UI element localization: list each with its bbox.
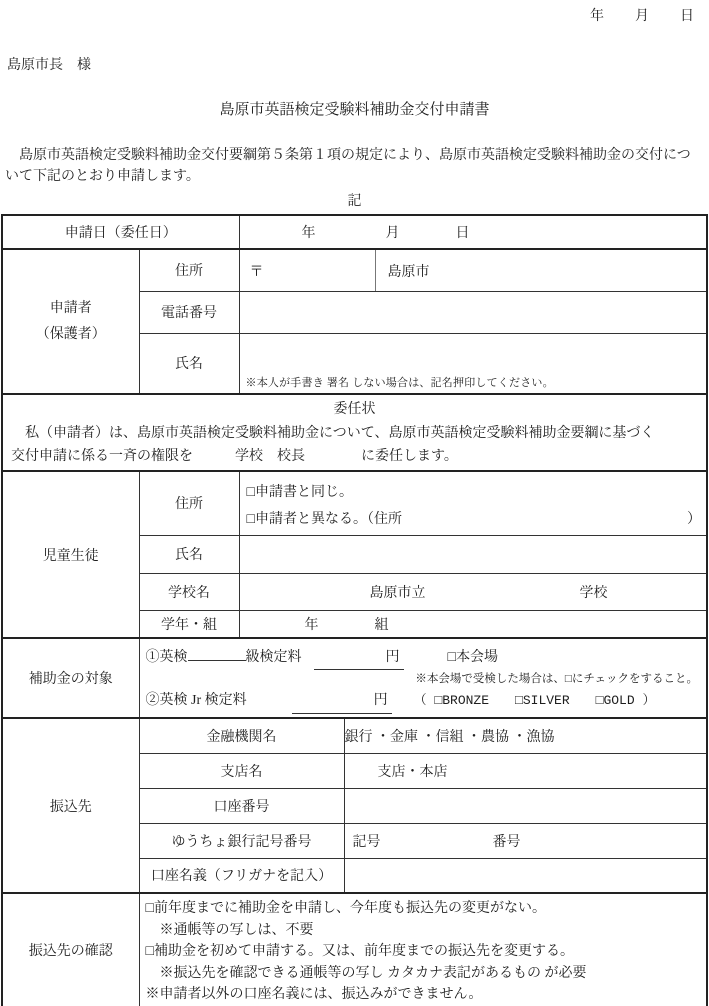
student-school-field: 島原市立 学校 [239, 573, 707, 610]
applicant-city-field: 島原市 [387, 265, 430, 280]
subsidy-item2-prefix: ②英検 Jr 検定料 [145, 693, 247, 708]
subsidy-item1-mid: 級検定料 [245, 650, 302, 665]
applicant-group-label-line1: 申請者 [49, 300, 92, 316]
row-bank-institution [2, 718, 707, 753]
grade-blank-underline [188, 646, 246, 661]
application-form-table [1, 214, 708, 1006]
account-holder-field [344, 858, 707, 893]
postal-code-field: 〒 [240, 250, 376, 291]
subsidy-item2-line [146, 689, 707, 714]
bank-account-label: 口座番号 [139, 788, 344, 823]
row-power-of-attorney [2, 394, 707, 471]
yucho-code-field: 記号 番号 [344, 823, 707, 858]
applicant-name-label: 氏名 [139, 333, 239, 394]
row-application-date [2, 215, 707, 249]
applicant-address-label: 住所 [139, 249, 239, 291]
main-venue-note: ※本会場で受検した場合は、□にチェックをすること。 [415, 673, 698, 685]
bank-branch-options: 支店・本店 [344, 753, 707, 788]
intro-line-1: 島原市英語検定受験料補助金交付要綱第５条第１項の規定により、島原市英語検定受験料補助金の交付につ [5, 148, 691, 163]
applicant-phone-label: 電話番号 [139, 291, 239, 333]
note-copy-not-required: ※通帳等の写しは、不要 [145, 922, 314, 938]
student-grade-label: 学年・組 [139, 610, 239, 638]
student-grade-field: 年 組 [239, 610, 707, 638]
confirmation-group-label: 振込先の確認 [2, 893, 139, 1006]
applicant-name-field [239, 333, 707, 394]
bank-group-label: 振込先 [2, 718, 139, 893]
account-holder-label: 口座名義（フリガナを記入） [139, 858, 344, 893]
student-name-label: 氏名 [139, 535, 239, 573]
row-bank-confirmation [2, 893, 707, 1006]
subsidy-item1-prefix: ①英検 [145, 650, 188, 665]
applicant-phone-field [239, 291, 707, 333]
signature-note: ※本人が手書き 署名 しない場合は、記名押印してください。 [245, 377, 554, 389]
checkbox-no-change: □前年度までに補助金を申請し、今年度も振込先の変更がない。 [145, 901, 546, 916]
checkbox-different-address-text: □申請者と異なる。（住所 [246, 511, 402, 527]
power-of-attorney-line2: 交付申請に係る一斉の権限を 学校 校長 に委任します。 [11, 449, 458, 464]
student-school-label: 学校名 [139, 573, 239, 610]
application-date-label: 申請日（委任日） [2, 215, 239, 249]
confirmation-cell [139, 893, 707, 1006]
bank-branch-label: 支店名 [139, 753, 344, 788]
bank-institution-options: 銀行 ・金庫 ・信組 ・農協 ・漁協 [344, 718, 707, 753]
form-title: 島原市英語検定受験料補助金交付申請書 [219, 102, 490, 118]
student-group-label: 児童生徒 [2, 471, 139, 638]
subsidy-cell [139, 638, 707, 718]
applicant-group-label-line2: （保護者） [35, 326, 106, 342]
application-date-value: 年 月 日 [239, 215, 707, 249]
bank-account-field [344, 788, 707, 823]
jr-fee-blank-underline: 円 [292, 689, 392, 714]
note-copy-required: ※振込先を確認できる通帳等の写し カタカナ表記があるもの が必要 [145, 965, 587, 981]
intro-paragraph [0, 145, 709, 187]
checkbox-different-address [247, 506, 707, 533]
checkbox-group-bronze-silver-gold: （ □BRONZE □SILVER □GOLD ） [413, 693, 656, 708]
bank-institution-label: 金融機関名 [139, 718, 344, 753]
addressee: 島原市長 様 [7, 58, 91, 73]
note-transfer-restriction: ※申請者以外の口座名義には、振込みができません。 [145, 987, 483, 1002]
student-address-label: 住所 [139, 471, 239, 535]
power-of-attorney-line1: 私（申請者）は、島原市英語検定受験料補助金について、島原市英語検定受験料補助金要綱に基づく [11, 426, 655, 441]
applicant-group-label [2, 249, 139, 394]
date-placeholder: 年 月 日 [590, 9, 695, 24]
student-address-cell [239, 471, 707, 535]
fee-blank-underline: 円 [314, 646, 404, 670]
applicant-address-cell [239, 249, 707, 291]
checkbox-first-time-or-change: □補助金を初めて申請する。又は、前年度までの振込先を変更する。 [145, 944, 574, 959]
subsidy-group-label: 補助金の対象 [2, 638, 139, 718]
record-mark: 記 [347, 194, 362, 209]
intro-line-2: いて下記のとおり申請します。 [5, 169, 200, 184]
checkbox-same-as-application: □申請書と同じ。 [246, 484, 353, 500]
row-applicant-address [2, 249, 707, 291]
checkbox-main-venue: □本会場 [447, 650, 498, 665]
row-subsidy-target [2, 638, 707, 718]
different-address-close-paren: ） [687, 511, 701, 527]
power-of-attorney-cell [2, 394, 707, 471]
subsidy-item1-line [146, 646, 707, 670]
row-student-address [2, 471, 707, 535]
yucho-code-label: ゆうちょ銀行記号番号 [139, 823, 344, 858]
power-of-attorney-title: 委任状 [333, 402, 376, 417]
student-name-field [239, 535, 707, 573]
